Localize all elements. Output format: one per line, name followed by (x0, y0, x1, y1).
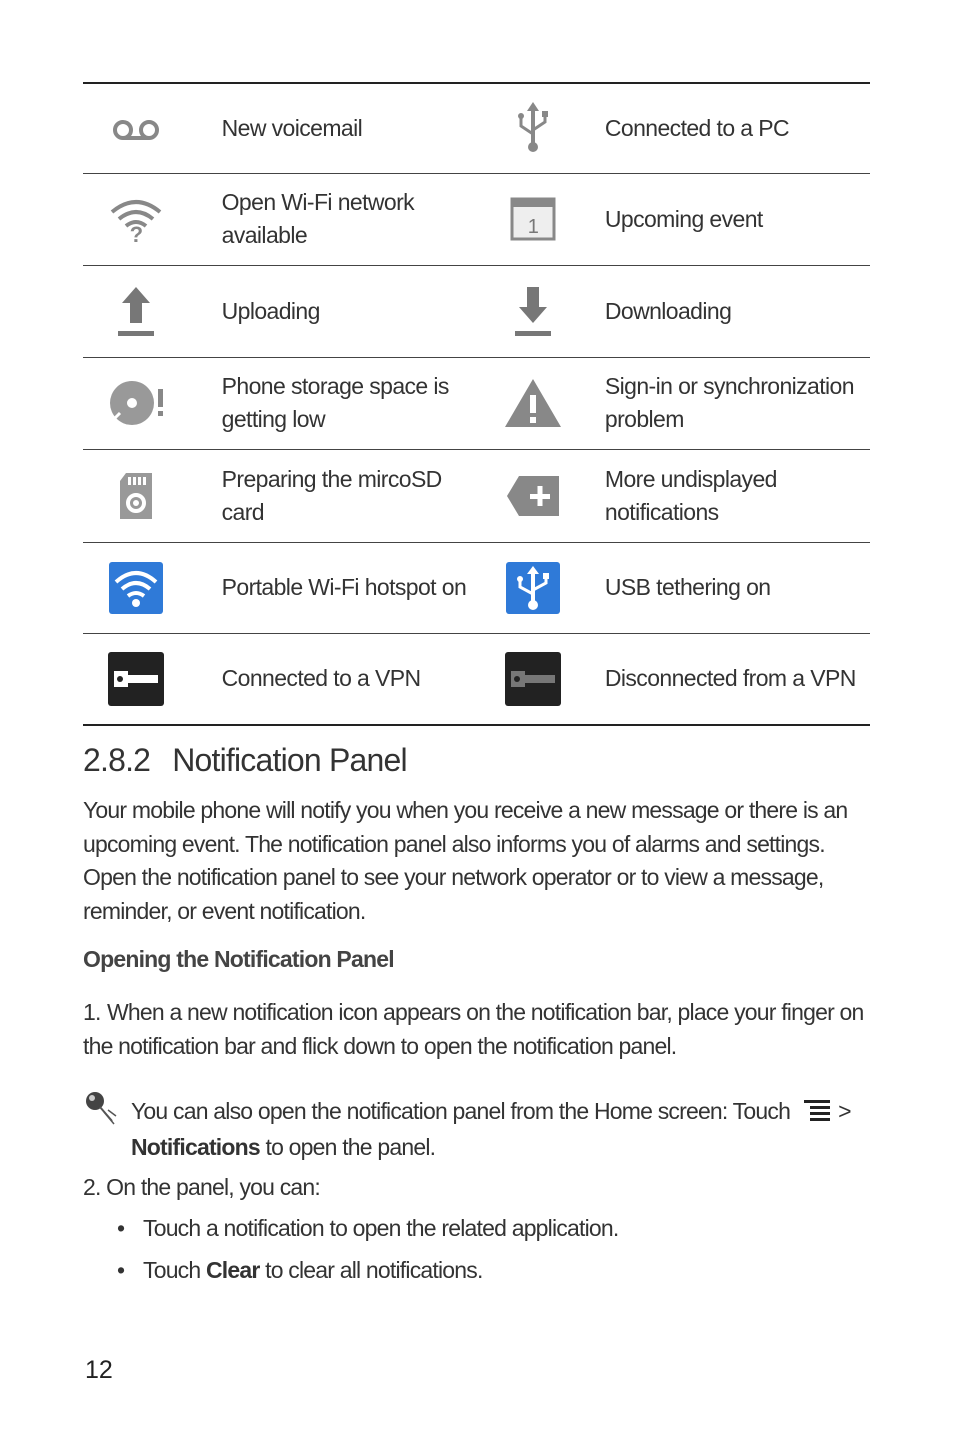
list-item-text: Touch a notification to open the related application. (143, 1215, 619, 1241)
note-text-after: to open the panel. (265, 1133, 436, 1160)
table-cell-label: More undisplayed notifications (604, 465, 777, 525)
note-separator: > (838, 1098, 851, 1124)
table-row (83, 265, 870, 357)
status-icon-table (83, 82, 870, 726)
table-cell-label: Connected to a PC (604, 114, 790, 141)
table-cell-label: New voicemail (221, 114, 363, 141)
upload-icon (83, 265, 189, 357)
calendar-icon (483, 173, 584, 265)
table-cell-label: Sign-in or synchronization problem (604, 373, 854, 432)
table-row (83, 357, 870, 449)
note-icon (84, 1090, 118, 1131)
wifi-hotspot-icon (83, 542, 189, 633)
sd-card-icon (83, 449, 189, 542)
note-bold: Notifications (131, 1133, 260, 1160)
intro-paragraph: Your mobile phone will notify you when you receive a new message or there is an upcoming event. The notification panel also informs you of alarms and settings. Open the notification panel to see your network operator or to view a message, reminder, or event notification. (83, 797, 848, 924)
table-row (83, 83, 870, 173)
table-cell-label: Disconnected from a VPN (604, 665, 856, 692)
menu-icon (804, 1096, 830, 1130)
vpn-connected-icon (83, 633, 189, 725)
table-cell-label: USB tethering on (604, 574, 771, 600)
table-cell-label: Upcoming event (604, 205, 763, 232)
voicemail-icon (83, 83, 189, 173)
step-text: When a new notification icon appears on the notification bar, place your finger on the notification bar and flick down to open the notification panel. (83, 999, 864, 1059)
table-row (83, 542, 870, 633)
step-number: 1. (83, 999, 101, 1025)
table-cell-label: Preparing the mircoSD card (221, 465, 442, 525)
usb-tether-icon (483, 542, 584, 633)
table-row (83, 449, 870, 542)
tip-note (131, 1094, 871, 1164)
table-cell-label: Portable Wi-Fi hotspot on (221, 574, 467, 600)
step-1 (83, 996, 873, 1063)
list-item: • Touch Clear to clear all notifications. (117, 1257, 483, 1283)
clear-bold: Clear (205, 1257, 260, 1283)
step-2: 2. On the panel, you can: (83, 1174, 321, 1200)
note-text: You can also open the notification panel from the Home screen: Touch (131, 1098, 791, 1124)
table-cell-label: Uploading (221, 297, 320, 324)
table-cell-label: Open Wi-Fi network available (221, 189, 415, 248)
usb-icon (483, 83, 584, 173)
table-cell-label: Connected to a VPN (221, 665, 421, 692)
table-row (83, 173, 870, 265)
vpn-disconnected-icon (483, 633, 584, 725)
section-number: 2.8.2 (83, 742, 151, 778)
more-notifications-icon (483, 449, 584, 542)
svg-text:1: 1 (528, 216, 539, 238)
warning-icon (483, 357, 584, 449)
table-row (83, 633, 870, 725)
storage-low-icon (83, 357, 189, 449)
section-heading (83, 742, 407, 779)
table-cell-label: Phone storage space is getting low (221, 373, 449, 432)
wifi-open-icon (83, 173, 189, 265)
table-cell-label: Downloading (604, 297, 732, 324)
svg-text:?: ? (129, 222, 143, 242)
subheading: Opening the Notification Panel (83, 946, 394, 972)
download-icon (483, 265, 584, 357)
list-item: • Touch a notification to open the related application. (117, 1215, 619, 1241)
section-title: Notification Panel (172, 742, 407, 778)
page-number: 12 (85, 1356, 113, 1384)
